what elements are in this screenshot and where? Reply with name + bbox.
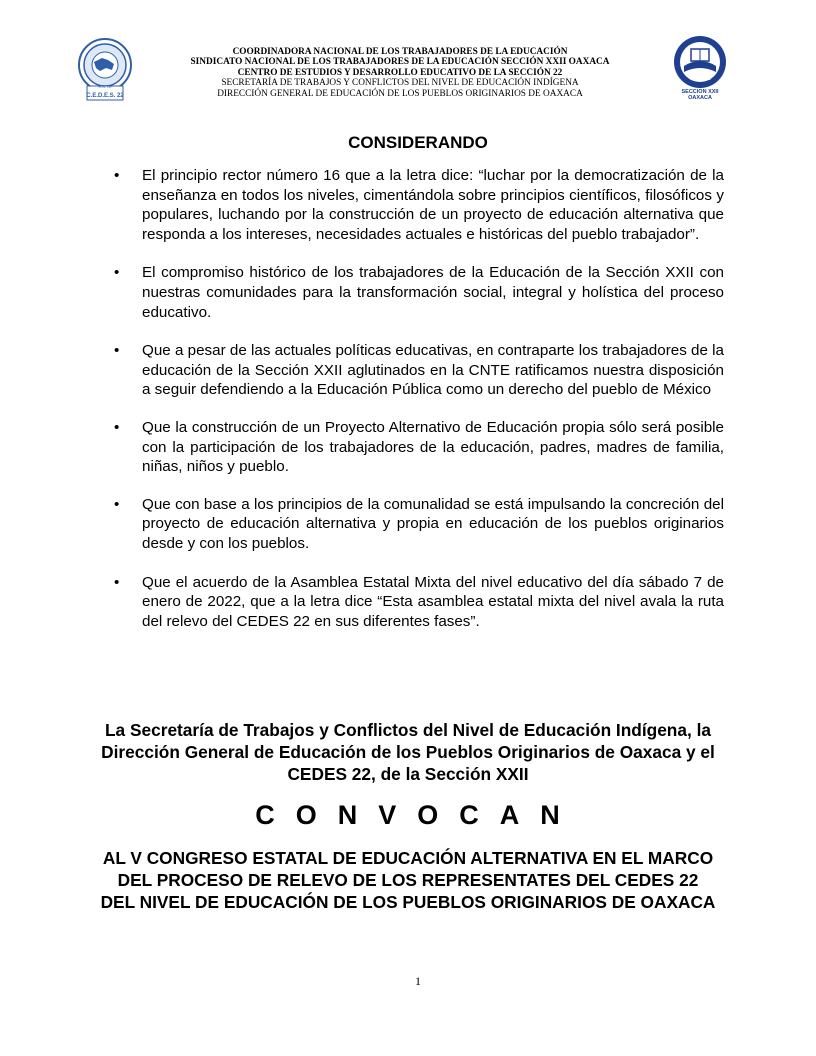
considerando-item — [112, 573, 724, 632]
logo-left-top-text: S.N.T.E — [98, 84, 112, 89]
header-line-3: CENTRO DE ESTUDIOS Y DESARROLLO EDUCATIVO DE LA SECCIÓN 22 — [237, 67, 563, 78]
considerando-list — [112, 166, 724, 631]
logo-right-caption1: SECCION XXII — [681, 89, 719, 95]
header-line-4: SECRETARÍA DE TRABAJOS Y CONFLICTOS DEL NIVEL DE EDUCACIÓN INDÍGENA — [221, 78, 579, 89]
bullet-icon: • — [114, 495, 120, 513]
bullet-icon: • — [114, 342, 120, 360]
header-line-2: SINDICATO NACIONAL DE LOS TRABAJADORES DE LA EDUCACIÓN SECCIÓN XXII OAXACA — [190, 57, 610, 68]
bullet-icon: • — [114, 167, 120, 184]
document-header — [150, 47, 650, 99]
considerando-item — [112, 166, 724, 244]
logo-left-text: C.E.D.E.S. 22 — [86, 93, 124, 99]
considerando-text: El principio rector número 16 que a la letra dice: “luchar por la democratización de la enseñanza en todos los niveles, cimentándola sobre principios científicos, filosóficos y populares, luchando por la construcción de un proyecto de educación alternativa que responda a los intereses, necesidades actuales e históricas del pueblo trabajador”. — [142, 167, 724, 243]
considerando-text: Que el acuerdo de la Asamblea Estatal Mixta del nivel educativo del día sábado 7 de enero de 2022, que a la letra dice “Esta asamblea estatal mixta del nivel avala la ruta del relevo del CEDES 22 en sus diferentes fases”. — [142, 573, 724, 630]
considerando-item — [112, 495, 724, 554]
considerando-item — [112, 341, 724, 400]
considerando-text: El compromiso histórico de los trabajadores de la Educación de la Sección XXII con nuestras comunidades para la transformación social, integral y holística del proceso educativo. — [142, 264, 724, 321]
logo-right-caption2: OAXACA — [688, 95, 712, 100]
section-title: CONSIDERANDO — [348, 133, 488, 152]
convocan-heading: CONVOCAN — [255, 800, 581, 830]
bullet-icon: • — [114, 418, 120, 436]
considerando-text: Que a pesar de las actuales políticas educativas, en contraparte los trabajadores de la educación de la Sección XXII aglutinados en la CNTE ratificamos nuestra disposición a seguir defendiendo a la Educación Pública como un derecho del pueblo de México — [142, 342, 724, 399]
considerando-item — [112, 418, 724, 477]
bullet-icon: • — [114, 573, 120, 591]
logo-right-text: SNTE — [689, 73, 711, 82]
congreso-title: AL V CONGRESO ESTATAL DE EDUCACIÓN ALTERNATIVA EN EL MARCO DEL PROCESO DE RELEVO DE LOS REPRESENTATES DEL CEDES 22 DEL NIVEL DE EDUCACIÓN DE LOS PUEBLOS ORIGINARIOS DE OAXACA — [100, 848, 716, 912]
bullet-icon: • — [114, 264, 120, 282]
snte-seccion-xxii-logo — [670, 36, 730, 100]
considerando-text: Que con base a los principios de la comunalidad se está impulsando la concreción del proyecto de educación alternativa y propia en educación de los pueblos originarios desde y con los pueblos. — [142, 495, 724, 552]
header-line-1: COORDINADORA NACIONAL DE LOS TRABAJADORES DE LA EDUCACIÓN — [232, 47, 568, 57]
page-number: 1 — [415, 974, 421, 988]
convocantes-paragraph: La Secretaría de Trabajos y Conflictos del Nivel de Educación Indígena, la Dirección General de Educación de los Pueblos Originarios de Oaxaca y el CEDES 22, de la Sección XXII — [101, 720, 715, 784]
considerando-item — [112, 263, 724, 322]
header-line-5: DIRECCIÓN GENERAL DE EDUCACIÓN DE LOS PUEBLOS ORIGINARIOS DE OAXACA — [217, 88, 583, 99]
cedes-22-logo — [74, 38, 136, 102]
considerando-text: Que la construcción de un Proyecto Alternativo de Educación propia sólo será posible con la participación de los trabajadores de la educación, padres, madres de familia, niñas, niños y pueblo. — [142, 418, 724, 476]
